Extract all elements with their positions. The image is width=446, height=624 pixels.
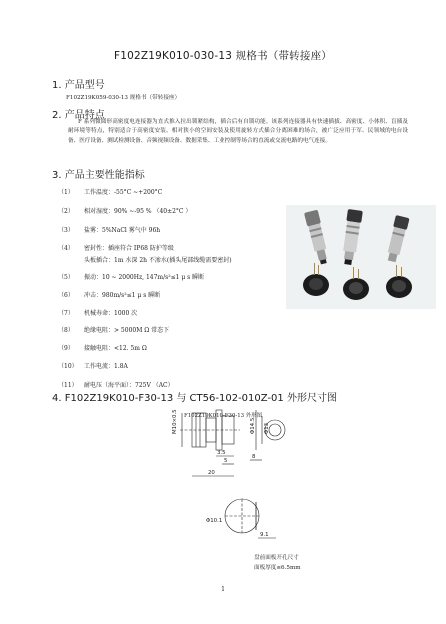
spec-item: （10） 工作电流：1.8A — [58, 363, 128, 370]
dim-8: 8 — [252, 454, 256, 460]
panel-cutout-note: 盘前面板开孔尺寸 — [254, 555, 299, 561]
spec-item: （9） 接触电阻：<12. 5m Ω — [58, 345, 147, 352]
section-4-heading: 4. F102Z19K010-F30-13 与 CT56-102-010Z-01 外形尺寸图 — [52, 393, 337, 404]
spec-item: （8） 绝缘电阻：> 5000M Ω 常态下 — [58, 327, 170, 334]
dim-inner-dia: Φ13 — [264, 422, 270, 434]
dim-outer-dia: Φ14.5 — [250, 417, 256, 434]
spec-item: 头板插合：1m 水深 2h 不渗水(插头尾部线缆需要密封) — [84, 257, 232, 264]
spec-item: （3） 盐雾：5%NaCl 雾气中 96h — [58, 227, 161, 234]
spec-item: （11） 耐电压（海平面）：725V （AC） — [58, 382, 174, 389]
spec-item: （2） 相对湿度：90% ~-95 % （40±2°C ） — [58, 208, 192, 215]
dim-cutout-dia: Φ10.1 — [206, 518, 223, 524]
dim-flat: 9.1 — [260, 532, 269, 538]
spec-item: （5） 振动：10 ~ 2000Hz, 147m/s²≤1 μ s 瞬断 — [58, 274, 205, 281]
spec-item: （1） 工作温度：-55°C ~+200°C — [58, 189, 163, 196]
drawing-caption: F102Z19K010-F30-13 外形图 — [184, 413, 262, 419]
features-paragraph: F 系列微圆形高密度电连接器为直式推入拉出锁紧结构，插合后有自锁功能。该系列连接器具有快速插拔、高密度、小体积、盲插及耐环境等特点，特别适合于高密度安装、相对狭小的空间安装及使用旋转方式插合分离困难的场合，被广泛应用于军、民领域的电台设备、医疗设备、测试检测设备、音频视频设备、数据采集、工业控制等场合的直流或交流电路的电气连接。 — [68, 119, 408, 144]
dim-20: 20 — [208, 470, 215, 476]
section-1-heading: 1. 产品型号 — [52, 80, 105, 91]
section-2-heading: 2. 产品特点 — [52, 110, 105, 121]
product-photo — [286, 205, 436, 309]
dim-5: 5 — [224, 458, 228, 464]
spec-item: （4） 密封性：插座符合 IP68 防护等级 — [58, 245, 174, 252]
document-title: F102Z19K010-030-13 规格书（带转接座） — [114, 50, 332, 62]
dim-3-5: 3.5 — [217, 450, 226, 456]
spec-item: （6） 冲击：980m/s²≤1 μ s 瞬断 — [58, 292, 161, 299]
spec-item: （7） 机械寿命：1000 次 — [58, 310, 138, 317]
product-model: F102Z19K059-030-13 规格书（带转接座） — [66, 95, 181, 101]
panel-thickness-note: 面板厚度≤6.5mm — [254, 565, 301, 571]
page-number: 1 — [221, 586, 225, 593]
dim-thread: M10×0.5 — [172, 409, 178, 434]
section-3-heading: 3. 产品主要性能指标 — [52, 170, 145, 181]
